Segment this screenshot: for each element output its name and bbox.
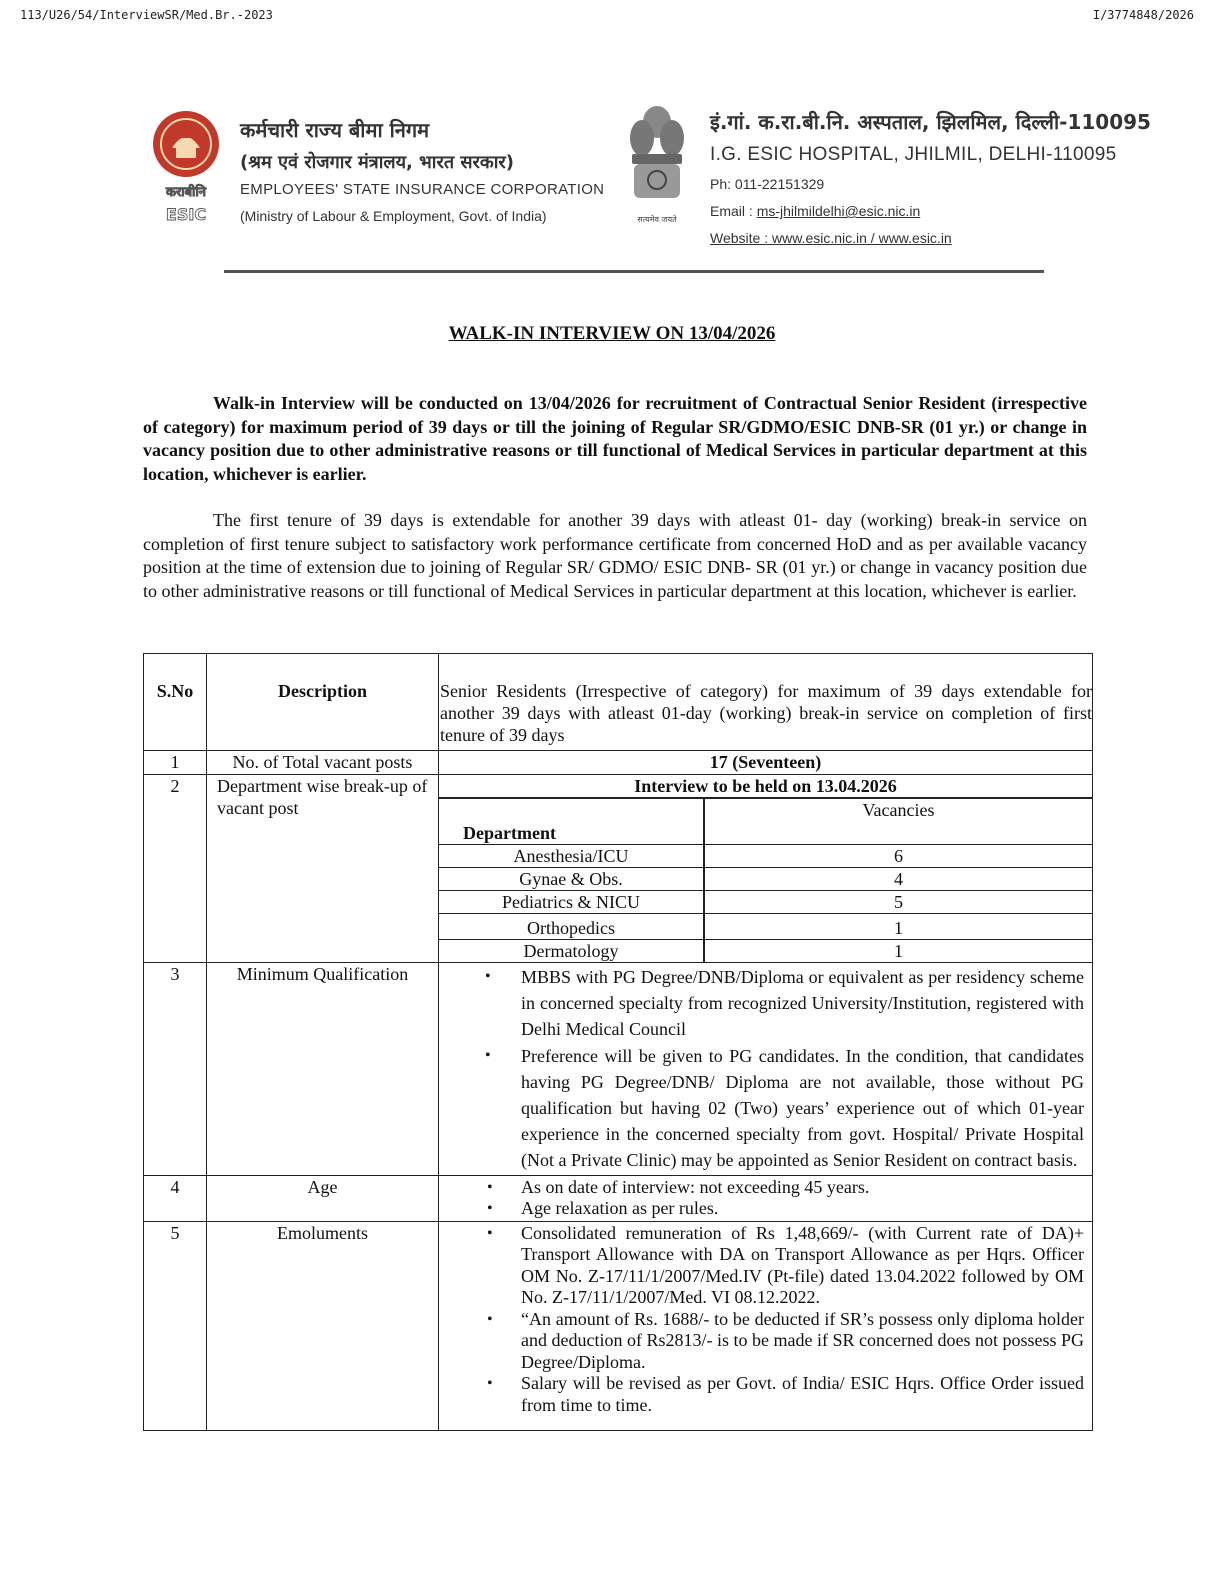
vacancies-header: Vacancies xyxy=(704,799,1092,845)
department-row xyxy=(439,868,1092,891)
table-row xyxy=(144,1221,1093,1431)
department-table xyxy=(439,798,1092,962)
list-item: • Preference will be given to PG candidates. In the condition, that candidates having PG Degree/DNB/ Diploma are not available, those without PG qualification but having 02 (Two) years’ experience out of which 01-year experience in the concerned specialty from govt. Hospital/ Private Hospital (Not a Private Clinic) may be appointed as Senior Resident on contract basis. xyxy=(521,1043,1084,1174)
ministry-english: (Ministry of Labour & Employment, Govt. of India) xyxy=(240,208,547,224)
email-label: Email : xyxy=(710,203,757,219)
row-sno: 1 xyxy=(144,751,207,775)
logo-hindi-text: कराबीनि xyxy=(165,185,207,200)
row-label: Department wise break-up of vacant post xyxy=(207,775,439,963)
list-item: • Consolidated remuneration of Rs 1,48,669/- (with Current rate of DA)+ Transport Allowance with DA on Transport Allowance as per Hqrs. Officer OM No. Z-17/11/1/2007/Med.IV (Pt-file) dated 13.04.2022 followed by OM No. Z-17/11/1/2007/Med. VI 08.12.2022. xyxy=(521,1223,1084,1309)
department-vacancies: 1 xyxy=(704,914,1092,940)
header-sno: S.No xyxy=(144,654,207,751)
department-vacancies: 6 xyxy=(704,845,1092,868)
intro-paragraph: Walk-in Interview will be conducted on 13/04/2026 for recruitment of Contractual Senior Resident (irrespective of category) for maximum period of 39 days or till the joining of Regular SR/GDMO/ESIC DNB-SR (01 yr.) or change in vacancy position due to other administrative reasons or till functional of Medical Services in particular department at this location, whichever is earlier. xyxy=(143,393,1087,484)
national-emblem-icon xyxy=(624,100,690,228)
department-row xyxy=(439,891,1092,914)
row-sno: 5 xyxy=(144,1221,207,1431)
row-sno: 4 xyxy=(144,1175,207,1221)
row-label: No. of Total vacant posts xyxy=(207,751,439,775)
row-sno: 3 xyxy=(144,963,207,1176)
department-vacancies: 4 xyxy=(704,868,1092,891)
list-item: • Salary will be revised as per Govt. of India/ ESIC Hqrs. Office Order issued from time to time. xyxy=(521,1373,1084,1416)
department-header-row xyxy=(439,799,1092,845)
list-item: • MBBS with PG Degree/DNB/Diploma or equivalent as per residency scheme in concerned specialty from recognized University/Institution, registered with Delhi Medical Council xyxy=(521,964,1084,1043)
age-cell xyxy=(439,1175,1093,1221)
department-row xyxy=(439,845,1092,868)
department-row xyxy=(439,940,1092,963)
document-reference-right: I/3774848/2026 xyxy=(1092,8,1194,22)
department-header: Department xyxy=(439,799,704,845)
header-post: Senior Residents (Irrespective of category) for maximum of 39 days extendable for another 39 days with atleast 01-day (working) break-in service on completion of first tenure of 39 days xyxy=(439,654,1093,751)
row-sno: 2 xyxy=(144,775,207,963)
department-name: Orthopedics xyxy=(439,914,704,940)
row-label: Emoluments xyxy=(207,1221,439,1431)
document-reference-left: 113/U26/54/InterviewSR/Med.Br.-2023 xyxy=(20,8,273,22)
emblem-caption: सत्यमेव जयते xyxy=(637,215,677,224)
department-vacancies: 5 xyxy=(704,891,1092,914)
list-item: • As on date of interview: not exceeding 45 years. xyxy=(521,1177,1084,1199)
org-name-hindi: कर्मचारी राज्य बीमा निगम xyxy=(240,118,430,142)
list-item: • Age relaxation as per rules. xyxy=(521,1198,1084,1220)
department-vacancies: 1 xyxy=(704,940,1092,963)
interview-date-heading: Interview to be held on 13.04.2026 xyxy=(439,775,1092,798)
table-row xyxy=(144,963,1093,1176)
row-label: Age xyxy=(207,1175,439,1221)
org-name-english: EMPLOYEES' STATE INSURANCE CORPORATION xyxy=(240,181,605,198)
email-link[interactable]: ms-jhilmildelhi@esic.nic.in xyxy=(756,203,921,219)
extension-paragraph: The first tenure of 39 days is extendable for another 39 days with atleast 01- day (working) break-in service on completion of first tenure subject to satisfactory work performance certificate from concerned HoD and as per available vacancy position at the time of extension due to joining of Regular SR/ GDMO/ ESIC DNB- SR (01 yr.) or change in vacancy position due to other administrative reasons or till functional of Medical Services in particular department at this location, whichever is earlier. xyxy=(143,510,1087,601)
qualification-list xyxy=(439,964,1092,1174)
esic-logo-icon xyxy=(150,108,222,234)
recruitment-details-table xyxy=(143,653,1093,1431)
page-title: WALK-IN INTERVIEW ON 13/04/2026 xyxy=(448,323,776,344)
header-description: Description xyxy=(207,654,439,751)
age-list xyxy=(439,1177,1092,1220)
list-item: • “An amount of Rs. 1688/- to be deducted if SR’s possess only diploma holder and deduction of Rs2813/- is to be made if SR concerned does not possess PG Degree/Diploma. xyxy=(521,1309,1084,1374)
qualification-cell xyxy=(439,963,1093,1176)
total-vacant-posts-value: 17 (Seventeen) xyxy=(439,751,1093,775)
table-row xyxy=(144,775,1093,963)
hospital-name-hindi: इं.गां. क.रा.बी.नि. अस्पताल, झिलमिल, दिल्ली-110095 xyxy=(710,110,1151,134)
hospital-name-english: I.G. ESIC HOSPITAL, JHILMIL, DELHI-110095 xyxy=(710,144,1117,165)
table-row xyxy=(144,751,1093,775)
logo-english-text: ESIC xyxy=(165,205,207,224)
department-name: Pediatrics & NICU xyxy=(439,891,704,914)
department-name: Anesthesia/ICU xyxy=(439,845,704,868)
department-name: Dermatology xyxy=(439,940,704,963)
website-link[interactable]: www.esic.nic.in / www.esic.in xyxy=(772,230,952,246)
emoluments-cell xyxy=(439,1221,1093,1431)
ministry-hindi: (श्रम एवं रोजगार मंत्रालय, भारत सरकार) xyxy=(240,152,514,173)
table-header-row xyxy=(144,654,1093,751)
phone-number: Ph: 011-22151329 xyxy=(710,176,825,192)
row-label: Minimum Qualification xyxy=(207,963,439,1176)
letterhead-divider xyxy=(224,270,1044,273)
website-label: Website : xyxy=(710,230,772,246)
email-line xyxy=(710,203,920,219)
emoluments-list xyxy=(439,1223,1092,1417)
department-name: Gynae & Obs. xyxy=(439,868,704,891)
table-row xyxy=(144,1175,1093,1221)
department-row xyxy=(439,914,1092,940)
department-breakup-cell xyxy=(439,775,1093,963)
website-line xyxy=(710,230,952,246)
